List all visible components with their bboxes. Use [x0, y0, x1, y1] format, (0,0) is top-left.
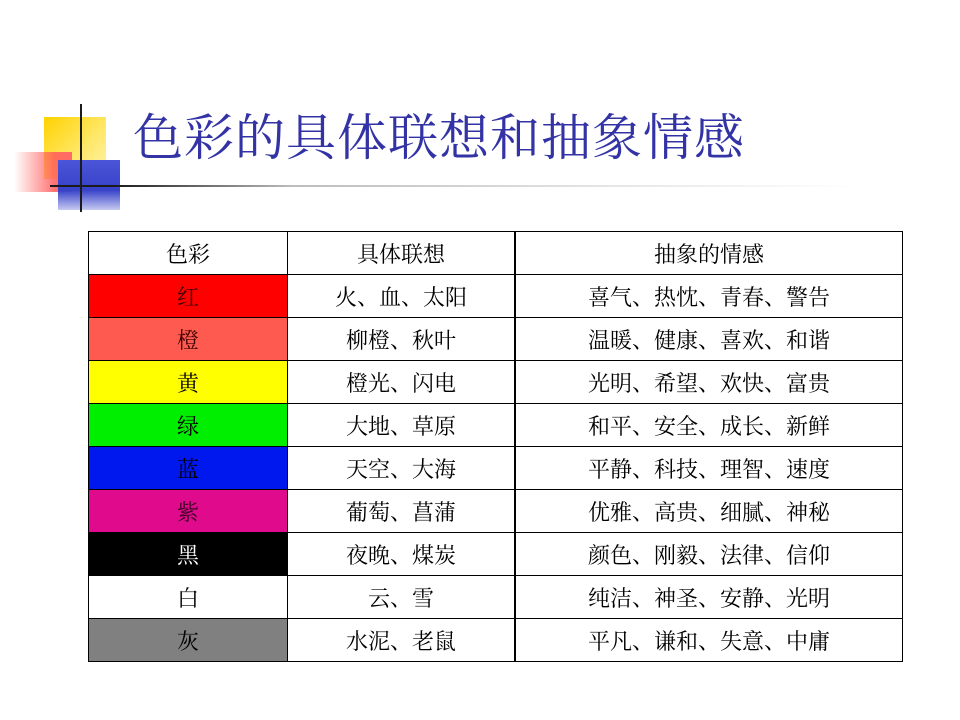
color-name-cell: 橙 — [89, 318, 288, 361]
color-name-cell: 蓝 — [89, 447, 288, 490]
table-row — [89, 576, 903, 619]
association-cell: 云、雪 — [288, 576, 516, 619]
association-cell: 天空、大海 — [288, 447, 516, 490]
association-cell: 葡萄、菖蒲 — [288, 490, 516, 533]
table-row — [89, 619, 903, 662]
color-emotion-table — [88, 231, 903, 662]
emotion-cell: 光明、希望、欢快、富贵 — [515, 361, 903, 404]
emotion-cell: 优雅、高贵、细腻、神秘 — [515, 490, 903, 533]
emotion-cell: 纯洁、神圣、安静、光明 — [515, 576, 903, 619]
color-name-cell: 白 — [89, 576, 288, 619]
header-color: 色彩 — [89, 232, 288, 275]
table-row — [89, 318, 903, 361]
table-header-row — [89, 232, 903, 275]
title-underline — [50, 185, 860, 187]
color-name-cell: 红 — [89, 275, 288, 318]
table-row — [89, 533, 903, 576]
association-cell: 橙光、闪电 — [288, 361, 516, 404]
color-name-cell: 黑 — [89, 533, 288, 576]
color-name-cell: 绿 — [89, 404, 288, 447]
emotion-cell: 颜色、刚毅、法律、信仰 — [515, 533, 903, 576]
emotion-cell: 平凡、谦和、失意、中庸 — [515, 619, 903, 662]
association-cell: 夜晚、煤炭 — [288, 533, 516, 576]
table-row — [89, 275, 903, 318]
header-emotion: 抽象的情感 — [515, 232, 903, 275]
table-row — [89, 404, 903, 447]
emotion-cell: 平静、科技、理智、速度 — [515, 447, 903, 490]
association-cell: 大地、草原 — [288, 404, 516, 447]
emotion-cell: 和平、安全、成长、新鲜 — [515, 404, 903, 447]
emotion-cell: 温暖、健康、喜欢、和谐 — [515, 318, 903, 361]
table-row — [89, 447, 903, 490]
table-row — [89, 361, 903, 404]
color-name-cell: 黄 — [89, 361, 288, 404]
association-cell: 火、血、太阳 — [288, 275, 516, 318]
table-row — [89, 490, 903, 533]
vertical-rule — [80, 104, 82, 212]
association-cell: 水泥、老鼠 — [288, 619, 516, 662]
header-association: 具体联想 — [288, 232, 516, 275]
slide-title: 色彩的具体联想和抽象情感 — [133, 109, 745, 167]
emotion-cell: 喜气、热忱、青春、警告 — [515, 275, 903, 318]
color-name-cell: 灰 — [89, 619, 288, 662]
association-cell: 柳橙、秋叶 — [288, 318, 516, 361]
color-name-cell: 紫 — [89, 490, 288, 533]
